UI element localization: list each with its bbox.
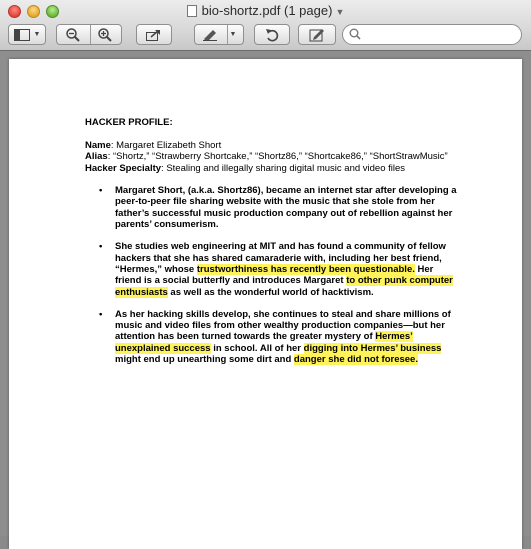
profile-heading: HACKER PROFILE:: [85, 117, 173, 128]
segment-divider: [90, 25, 91, 44]
bullet-item: [85, 185, 457, 231]
highlight-annotation[interactable]: digging into Hermes’ business: [303, 342, 442, 354]
bullet-3-text-cont2: might end up unearthing some dirt and: [115, 354, 294, 366]
segment-divider: [227, 25, 228, 44]
bullet-3-text: As her hacking skills develop, she continues to steal and share millions of music and video files from other wealthy production companies—but her attention has been turned towards the greater mystery of: [115, 308, 451, 343]
name-value: : Margaret Elizabeth Short: [110, 139, 222, 151]
rotate-icon: [265, 28, 279, 42]
window-title[interactable]: [0, 3, 531, 18]
pen-icon: [202, 29, 218, 41]
title-bar: [0, 0, 531, 51]
annotate-button[interactable]: [194, 24, 244, 45]
bullet-2-text-end: as well as the wonderful world of hacktivism.: [167, 286, 374, 298]
bullet-3-text-cont: in school. All of her: [210, 342, 304, 354]
document-viewer[interactable]: [0, 51, 531, 536]
zoom-in-icon: [98, 28, 112, 42]
sidebar-icon: [14, 29, 30, 41]
name-field: [85, 140, 457, 151]
chevron-down-icon: ▼: [33, 31, 41, 38]
specialty-value: : Stealing and illegally sharing digital music and video files: [161, 162, 406, 174]
bullet-2-text: She studies web engineering at MIT and has found a community of fellow hackers that she has shared camaraderie with, including her best friend, “Hermes,” whose: [115, 241, 446, 275]
edit-icon: [309, 28, 325, 42]
profile-bullets: [85, 185, 457, 366]
specialty-label: Hacker Specialty: [85, 162, 162, 174]
highlight-annotation[interactable]: danger she did not foresee.: [293, 354, 418, 366]
alias-field: [85, 151, 457, 162]
specialty-field: [85, 163, 457, 174]
alias-label: Alias: [85, 151, 108, 163]
search-input[interactable]: [365, 26, 519, 45]
zoom-out-icon: [66, 28, 80, 42]
share-button[interactable]: [136, 24, 172, 45]
window-title-text: bio-shortz.pdf (1 page): [201, 3, 333, 18]
chevron-down-icon: ▼: [229, 31, 237, 38]
zoom-out-button[interactable]: [57, 28, 89, 42]
pdf-page[interactable]: [9, 59, 522, 549]
highlight-annotation[interactable]: trustworthiness has recently been questionable.: [196, 263, 415, 275]
bullet-1-text: Margaret Short, (a.k.a. Shortz86), became an internet star after developing a peer-to-peer file sharing website with the music that she stole from her father’s successful music production company out of rebellion against her parents’ consumerism.: [115, 185, 457, 231]
zoom-control: [56, 24, 122, 45]
bullet-item: [85, 309, 457, 366]
sidebar-view-button[interactable]: [8, 24, 46, 45]
highlight-annotation[interactable]: to other punk computer enthusiasts: [115, 275, 453, 298]
pdf-document-icon: [187, 5, 197, 17]
name-label: Name: [85, 139, 111, 151]
share-icon: [146, 29, 162, 41]
rotate-button[interactable]: [254, 24, 290, 45]
zoom-in-button[interactable]: [89, 28, 121, 42]
show-markup-toolbar-button[interactable]: [298, 24, 336, 45]
search-icon: [349, 28, 361, 40]
alias-value: : “Shortz,” “Strawberry Shortcake,” “Shortz86,” “Shortcake86,” “ShortStrawMusic”: [107, 151, 448, 163]
highlight-annotation[interactable]: Hermes’ unexplained success: [115, 331, 413, 354]
title-menu-caret-icon[interactable]: ▼: [335, 7, 345, 17]
page-content: [85, 117, 457, 376]
bullet-2-text-cont: Her friend is a social butterfly and introduces Margaret: [115, 263, 434, 287]
bullet-item: [85, 241, 457, 298]
search-field[interactable]: [342, 24, 522, 45]
